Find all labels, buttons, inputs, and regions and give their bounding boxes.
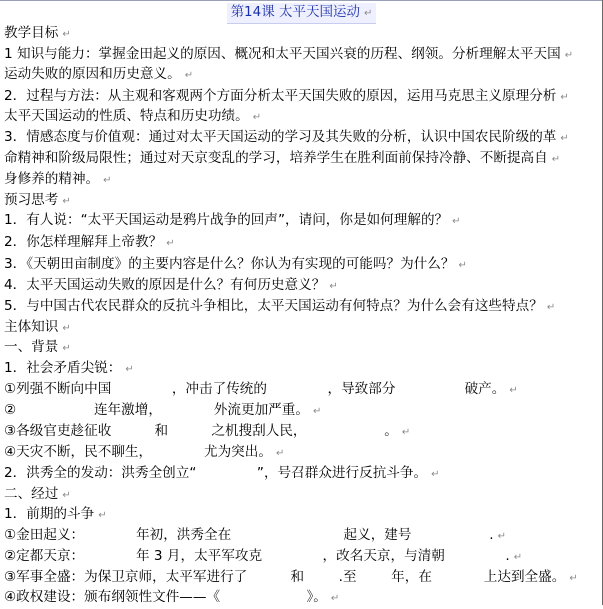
line-text: 主体知识 — [4, 319, 59, 335]
line-text: ③各级官吏趁征收 和 之机搜刮人民， 。 — [4, 423, 398, 439]
document-line — [4, 44, 573, 66]
paragraph-mark-icon: ↵ — [569, 573, 578, 584]
paragraph-mark-icon: ↵ — [560, 92, 569, 103]
paragraph-mark-icon: ↵ — [458, 260, 467, 271]
document-line — [4, 254, 467, 276]
paragraph-mark-icon: ↵ — [98, 510, 107, 521]
line-text: ④天灾不断，民不聊生， 尤为突出。 — [4, 444, 272, 460]
document-line — [4, 86, 569, 108]
line-text: ①金田起义： 年初，洪秀全在 起义，建号 . — [4, 527, 494, 543]
paragraph-mark-icon: ↵ — [62, 29, 71, 40]
document-title — [227, 3, 377, 24]
document-line — [4, 442, 284, 464]
line-text: ③军事全盛：为保卫京师，太平军进行了 和 .至 年，在 上达到全盛。 — [4, 569, 566, 585]
paragraph-mark-icon: ↵ — [62, 196, 71, 207]
paragraph-mark-icon: ↵ — [564, 50, 574, 61]
paragraph-mark-icon: ↵ — [62, 490, 71, 501]
document-line — [4, 190, 71, 212]
document-line — [4, 148, 560, 170]
document-line — [4, 567, 578, 589]
line-text: 1．社会矛盾尖锐： — [4, 360, 122, 376]
line-text: 1 知识与能力：掌握金田起义的原因、概况和太平天国兴衰的历程、纲领。分析理解太平天国 — [4, 46, 561, 62]
paragraph-mark-icon: ↵ — [330, 593, 340, 604]
document-line — [4, 358, 134, 380]
paragraph-mark-icon: ↵ — [401, 427, 411, 438]
paragraph-mark-icon: ↵ — [364, 8, 373, 19]
document-line — [4, 317, 71, 339]
document-line — [4, 379, 518, 401]
paragraph-mark-icon: ↵ — [546, 302, 556, 313]
paragraph-mark-icon: ↵ — [560, 133, 569, 144]
line-text: 3．《天朝田亩制度》的主要内容是什么？你认为有实现的可能吗？为什么？ — [4, 256, 455, 272]
paragraph-mark-icon: ↵ — [125, 364, 134, 375]
paragraph-mark-icon: ↵ — [252, 112, 262, 123]
document-line — [4, 421, 410, 443]
line-text: 命精神和阶级局限性；通过对天京变乱的学习，培养学生在胜利面前保持冷静、不断提高自 — [4, 150, 548, 166]
document-line — [4, 23, 71, 45]
document-line — [4, 127, 569, 149]
line-text: 二、经过 — [4, 486, 59, 502]
document-line — [4, 587, 339, 609]
paragraph-mark-icon: ↵ — [452, 216, 461, 227]
document-line — [4, 64, 193, 86]
document-line — [4, 275, 338, 297]
document-line — [4, 169, 112, 191]
line-text: 5．与中国古代农民群众的反抗斗争相比，太平天国运动有何特点？为什么会有这些特点？ — [4, 298, 543, 314]
paragraph-mark-icon: ↵ — [166, 238, 175, 249]
document-line — [4, 232, 175, 254]
line-text: 身修养的精神。 — [4, 171, 100, 187]
line-text: 运动失败的原因和历史意义。 — [4, 66, 181, 82]
paragraph-mark-icon: ↵ — [62, 343, 71, 354]
paragraph-mark-icon: ↵ — [497, 531, 506, 542]
paragraph-mark-icon: ↵ — [329, 281, 338, 292]
line-text: 一、背景 — [4, 339, 59, 355]
line-text: ④政权建设：颁布纲领性文件——《 》。 — [4, 589, 327, 605]
line-text: 3．情感态度与价值观：通过对太平天国运动的学习及其失败的分析，认识中国农民阶级的革 — [4, 129, 557, 145]
paragraph-mark-icon: ↵ — [513, 552, 523, 563]
line-text: 1．有人说：“太平天国运动是鸦片战争的回声”，请问，你是如何理解的？ — [4, 212, 449, 228]
line-text: ②定都天京： 年 3 月，太平军攻克 ，改名天京，与清朝 . — [4, 548, 510, 564]
line-text: 2．洪秀全的发动：洪秀全创立“ ”，号召群众进行反抗斗争。 — [4, 465, 428, 481]
document-line — [4, 337, 71, 359]
document-line — [4, 296, 555, 318]
document-line — [4, 525, 506, 547]
paragraph-mark-icon: ↵ — [275, 448, 285, 459]
document-line — [4, 484, 71, 506]
document-line — [4, 463, 439, 485]
document-title-text: 第14课 太平天国运动 — [230, 4, 361, 20]
line-text: ①列强不断向中国 ，冲击了传统的 ，导致部分 破产。 — [4, 381, 506, 397]
paragraph-mark-icon: ↵ — [509, 385, 518, 396]
line-text: 太平天国运动的性质、特点和历史功绩。 — [4, 108, 249, 124]
line-text: 1．前期的斗争 — [4, 506, 95, 522]
title-bar — [0, 0, 603, 26]
document-line — [4, 106, 261, 128]
line-text: 2．你怎样理解拜上帝教？ — [4, 234, 163, 250]
paragraph-mark-icon: ↵ — [184, 70, 194, 81]
paragraph-mark-icon: ↵ — [62, 323, 71, 334]
line-text: 2．过程与方法：从主观和客观两个方面分析太平天国失败的原因，运用马克思主义原理分析 — [4, 88, 557, 104]
paragraph-mark-icon: ↵ — [551, 154, 561, 165]
paragraph-mark-icon: ↵ — [103, 175, 112, 186]
paragraph-mark-icon: ↵ — [312, 406, 322, 417]
paragraph-mark-icon: ↵ — [431, 469, 440, 480]
document-line — [4, 400, 321, 422]
document-line — [4, 210, 461, 232]
document-line — [4, 504, 107, 526]
document-line — [4, 546, 522, 568]
line-text: ② 连年激增， 外流更加严重。 — [4, 402, 309, 418]
line-text: 4．太平天国运动失败的原因是什么？有何历史意义？ — [4, 277, 326, 293]
line-text: 教学目标 — [4, 25, 59, 41]
line-text: 预习思考 — [4, 192, 59, 208]
